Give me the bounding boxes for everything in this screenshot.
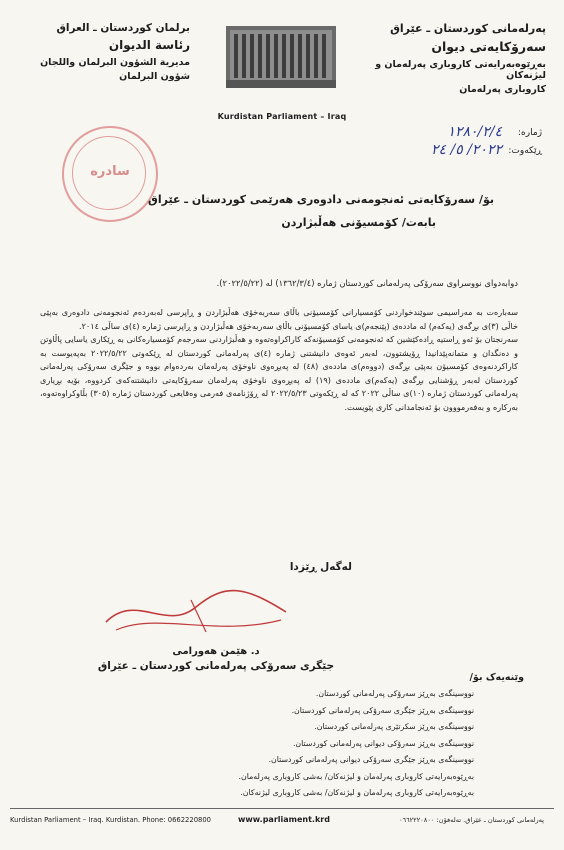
footer-divider (10, 808, 554, 809)
header-arabic (30, 22, 190, 82)
handwritten-signature (96, 582, 296, 642)
body-paragraph-2: سەرنجتان بۆ ئەو ڕاستیە ڕادەکێشین کە ئەنجومەنی کۆمسیۆنەکە کاراکراوەتەوە و هەڵبژاردنی سەرجەم کۆمسیارەکانی بە ڕێکاری یاسایی پاڵاوتن و دەنگدان و متمانەپێدانیدا ڕۆیشتوون، لەبەر ئەوەی دانیشتنی ژمارە (٤)ی پەرلەمانی کوردستان لە ڕێکەوتی ٢٠٢٢/٥/٢٢ بەپەیوست بە کاراکردنەوەی کۆمسیۆن بەپێی بڕگەی (دووەم)ی ماددەی (٤٨) لە پەیڕەوی ناوخۆی پەرلەمان بەردەوام بووە و جێگری سەرۆکی پەرلەمانی کوردستان لەبەر ڕۆشنایی بڕگەی (یەکەم)ی ماددەی (١٩) لە پەیڕەوی ناوخۆی پەرلەمان سەرۆکایەتی دانیشتنەکەی کردووە، بۆیە بڕیاری پەرلەمانی کوردستان ژمارە (١٠)ی ساڵی ٢٠٢٢ کە لە ڕێکەوتی ٢٠٢٢/٥/٢٣ لە ڕۆژنامەی فەرمی وەقایعی کوردستان ژمارە (٣٠٥) بڵاوکراوەتەوە، بەرکارە و بەفەرمووون بۆ ئەنجامدانی کاری پێویست. (40, 334, 519, 412)
letter-subject: بابەت/ کۆمسیۆنی هەڵبژاردن (281, 216, 436, 229)
header-arabic-line1: برلمان كوردستان ـ العراق (56, 22, 190, 34)
signer-block (86, 646, 346, 672)
reference-date-label: ڕێکەوت: (508, 146, 542, 156)
footer-website[interactable]: www.parliament.krd (238, 815, 330, 824)
signer-title: جێگری سەرۆکی پەرلەمانی کوردستان ـ عێراق (97, 660, 335, 672)
cc-list (154, 686, 474, 802)
cc-item: بەڕێوەبەرایەتی کاروباری پەرلەمان و لیژنەکان/ بەشی کاروباری لیژنەکان. (240, 788, 474, 797)
cc-item: بەڕێوەبەرایەتی کاروباری پەرلەمان و لیژنەکان/ بەشی کاروباری پەرلەمان. (238, 771, 474, 781)
footer-contact-english: Kurdistan Parliament – Iraq. Kurdistan. Phone: 0662220800 (10, 816, 211, 824)
header-arabic-line2: رئاسة الديوان (108, 38, 190, 52)
cc-item: نووسینگەی بەڕێز سەرۆکی پەرلەمانی کوردستان. (315, 689, 474, 698)
header-kurdish (346, 22, 546, 95)
cc-item: نووسینگەی بەڕێز سکرتێری پەرلەمانی کوردستان. (314, 722, 474, 731)
header-arabic-line4: شؤون البرلمان (119, 71, 190, 82)
header-arabic-line3: مديرية الشؤون البرلمان واللجان (40, 57, 190, 68)
cc-item: نووسینگەی بەڕێز سەرۆکی دیوانی پەرلەمانی کوردستان. (292, 738, 474, 748)
outgoing-stamp (62, 126, 158, 222)
signer-name: د. هێمن هەورامی (172, 646, 260, 657)
reference-number-value: ١٢٨٠/٢/٤ (447, 124, 502, 140)
body-paragraph-1: سەبارەت بە مەراسیمی سوێندخواردنی کۆمسیارانی کۆمسیۆنی باڵای سەربەخۆی هەڵبژاردن و ڕاپرسی لەبەردەم ئەنجومەنی دادوەری بەپێی خاڵی (٣)ی بڕگەی (یەکەم) لە ماددەی (پێنجەم)ی یاسای کۆمسیۆنی باڵای سەربەخۆی هەڵبژاردن و ڕاپرسی ژمارە (٤)ی ساڵی ٢٠١٤. (40, 307, 518, 331)
letter-body (40, 306, 518, 414)
cc-item: نووسینگەی بەڕێز جێگری سەرۆکی دیوانی پەرلەمانی کوردستان. (268, 755, 474, 764)
letter-recipient: بۆ/ سەرۆکایەتی ئەنجومەنی دادوەری هەرێمی کوردستان ـ عێراق (148, 193, 494, 206)
header-kurdish-line3: بەڕێوەبەرایەتی کاروباری پەرلەمان و لیژنەکان (375, 59, 546, 81)
cc-item: نووسینگەی بەڕێز جێگری سەرۆکی پەرلەمانی کوردستان. (291, 705, 474, 715)
stamp-text: سادرە (90, 164, 130, 179)
reference-date-value: ٢٠٢٢/ ٥/ ٢٤ (431, 142, 502, 158)
reference-block (392, 124, 542, 164)
header-kurdish-line1: پەرلەمانی کوردستان ـ عێراق (390, 22, 546, 35)
letter-reference-line: دوابەدوای نووسراوی سەرۆکی پەرلەمانی کوردستان ژمارە (١٣٦٢/٣/٤) لە (٢٠٢٢/٥/٢٢). (216, 278, 518, 288)
footer-contact-kurdish: پەرلەمانی کوردستان ـ عێراق. تەلەفۆن: ٠٦٦٢٢٢٠٨٠٠ (399, 816, 544, 824)
cc-heading: وێنەیەک بۆ/ (469, 672, 524, 683)
header-kurdish-line2: سەرۆکایەتی دیوان (431, 39, 546, 54)
logo-caption: Kurdistan Parliament – Iraq (217, 112, 347, 121)
reference-date-row (392, 142, 542, 164)
header-kurdish-line4: کاروباری پەرلەمان (459, 84, 546, 95)
parliament-building-logo (222, 22, 340, 92)
reference-number-label: ژمارە: (517, 128, 542, 138)
closing-regards: لەگەل ڕێزدا (289, 561, 352, 573)
